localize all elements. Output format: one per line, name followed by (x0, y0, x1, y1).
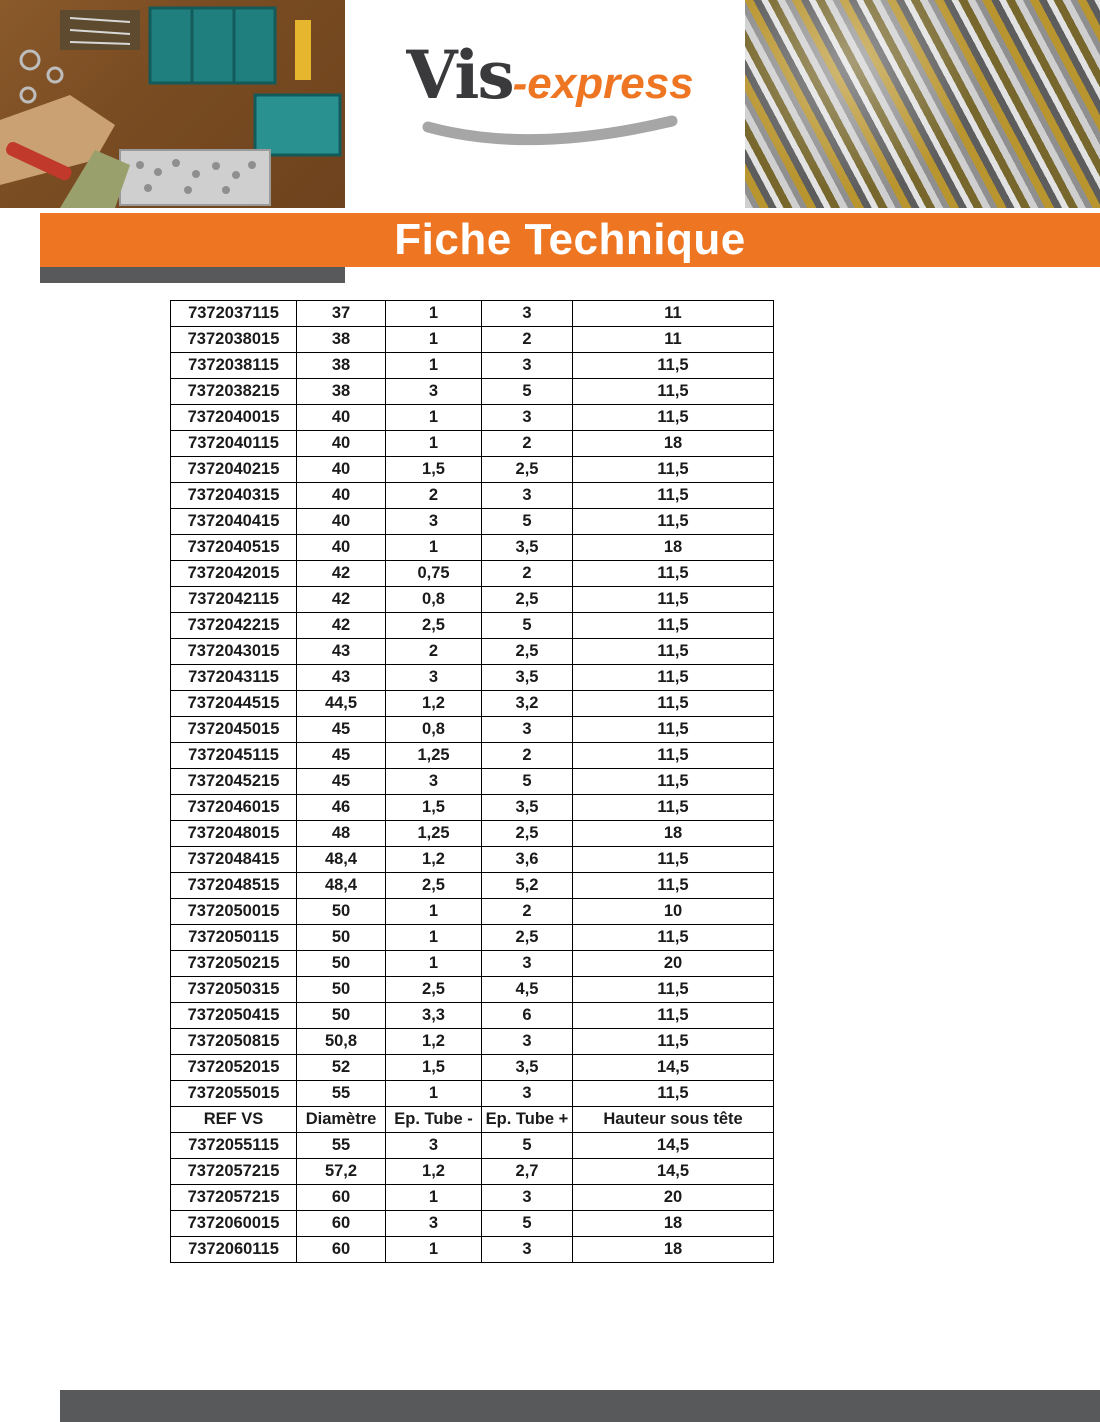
brand-logo (395, 36, 705, 182)
table-cell: 11,5 (573, 873, 774, 899)
table-cell: 7372050015 (171, 899, 297, 925)
table-cell: 1,5 (386, 457, 482, 483)
table-cell: 42 (297, 561, 386, 587)
table-cell: 7372048515 (171, 873, 297, 899)
table-row (171, 821, 774, 847)
table-cell: 7372040015 (171, 405, 297, 431)
table-cell: 1 (386, 327, 482, 353)
table-cell: 40 (297, 431, 386, 457)
table-cell: 1 (386, 301, 482, 327)
table-cell: 11,5 (573, 795, 774, 821)
table-cell: 38 (297, 327, 386, 353)
table-cell: 3,6 (482, 847, 573, 873)
table-cell: 50 (297, 977, 386, 1003)
table-row (171, 1133, 774, 1159)
table-cell: 7372050415 (171, 1003, 297, 1029)
table-row (171, 301, 774, 327)
table-cell: 18 (573, 535, 774, 561)
table-cell: 7372045015 (171, 717, 297, 743)
table-cell: 7372050115 (171, 925, 297, 951)
table-cell: 3,3 (386, 1003, 482, 1029)
table-cell: 55 (297, 1081, 386, 1107)
table-row (171, 1003, 774, 1029)
table-row (171, 1237, 774, 1263)
table-row (171, 665, 774, 691)
table-cell: 3 (482, 353, 573, 379)
table-cell: 6 (482, 1003, 573, 1029)
table-cell: 1 (386, 899, 482, 925)
table-cell: 1 (386, 1237, 482, 1263)
table-cell: 7372040515 (171, 535, 297, 561)
table-cell: 45 (297, 743, 386, 769)
screws-photo (745, 0, 1100, 208)
table-cell: 14,5 (573, 1055, 774, 1081)
table-row (171, 613, 774, 639)
table-cell: 48,4 (297, 847, 386, 873)
spec-table (170, 300, 774, 1263)
table-cell: 7372045115 (171, 743, 297, 769)
table-cell: 7372042115 (171, 587, 297, 613)
table-row (171, 951, 774, 977)
table-cell: 50 (297, 1003, 386, 1029)
table-cell: 11,5 (573, 977, 774, 1003)
table-cell: 20 (573, 1185, 774, 1211)
table-cell: 37 (297, 301, 386, 327)
table-cell: 1,5 (386, 1055, 482, 1081)
logo-swoosh-icon (420, 115, 680, 149)
table-cell: 10 (573, 899, 774, 925)
table-cell: 5,2 (482, 873, 573, 899)
table-cell: 18 (573, 1211, 774, 1237)
table-cell: 3 (482, 405, 573, 431)
table-cell: 7372055115 (171, 1133, 297, 1159)
table-cell: 3,5 (482, 1055, 573, 1081)
table-row (171, 769, 774, 795)
table-row (171, 327, 774, 353)
table-cell: 7372038115 (171, 353, 297, 379)
table-row (171, 873, 774, 899)
column-header-cell: Ep. Tube + (482, 1107, 573, 1133)
table-cell: 11,5 (573, 769, 774, 795)
table-row (171, 925, 774, 951)
table-cell: 2 (482, 561, 573, 587)
table-cell: 11,5 (573, 847, 774, 873)
table-cell: 11,5 (573, 743, 774, 769)
table-cell: 11,5 (573, 691, 774, 717)
table-row (171, 743, 774, 769)
table-cell: 43 (297, 639, 386, 665)
table-row (171, 483, 774, 509)
table-row (171, 535, 774, 561)
table-cell: 2,5 (482, 457, 573, 483)
table-cell: 2,5 (482, 925, 573, 951)
table-cell: 1 (386, 535, 482, 561)
table-row (171, 431, 774, 457)
table-cell: 40 (297, 509, 386, 535)
table-cell: 14,5 (573, 1133, 774, 1159)
table-cell: 3 (386, 1133, 482, 1159)
brand-name-suffix: -express (512, 59, 694, 108)
table-cell: 43 (297, 665, 386, 691)
table-cell: 2,5 (386, 873, 482, 899)
table-cell: 3 (386, 379, 482, 405)
table-cell: 14,5 (573, 1159, 774, 1185)
table-cell: 1 (386, 405, 482, 431)
table-cell: 1 (386, 431, 482, 457)
table-cell: 57,2 (297, 1159, 386, 1185)
table-row (171, 1159, 774, 1185)
table-cell: 0,8 (386, 587, 482, 613)
table-cell: 40 (297, 535, 386, 561)
table-cell: 7372038015 (171, 327, 297, 353)
table-cell: 3 (386, 509, 482, 535)
table-cell: 2 (482, 899, 573, 925)
table-cell: 2,5 (386, 977, 482, 1003)
table-cell: 1,25 (386, 743, 482, 769)
table-cell: 18 (573, 821, 774, 847)
table-cell: 38 (297, 353, 386, 379)
table-cell: 3 (482, 1237, 573, 1263)
table-cell: 0,8 (386, 717, 482, 743)
table-cell: 11 (573, 301, 774, 327)
banner-shadow-strip (40, 267, 345, 283)
table-cell: 3,5 (482, 535, 573, 561)
table-cell: 5 (482, 613, 573, 639)
table-cell: 2 (482, 327, 573, 353)
table-cell: 3 (386, 1211, 482, 1237)
table-row (171, 405, 774, 431)
table-cell: 55 (297, 1133, 386, 1159)
table-cell: 3 (482, 1185, 573, 1211)
table-cell: 3 (482, 1081, 573, 1107)
table-cell: 7372057215 (171, 1185, 297, 1211)
table-cell: 2 (386, 639, 482, 665)
table-cell: 7372042215 (171, 613, 297, 639)
table-cell: 3 (482, 717, 573, 743)
table-cell: 7372040215 (171, 457, 297, 483)
table-cell: 11,5 (573, 665, 774, 691)
table-cell: 11,5 (573, 561, 774, 587)
table-cell: 7372048015 (171, 821, 297, 847)
table-cell: 11,5 (573, 405, 774, 431)
table-row (171, 639, 774, 665)
page-title: Fiche Technique (394, 215, 746, 264)
table-cell: 7372050215 (171, 951, 297, 977)
table-cell: 2,7 (482, 1159, 573, 1185)
table-cell: 11,5 (573, 613, 774, 639)
table-cell: 7372040415 (171, 509, 297, 535)
table-cell: 2,5 (482, 587, 573, 613)
table-cell: 50 (297, 951, 386, 977)
spec-table-container (170, 300, 773, 1263)
table-row (171, 587, 774, 613)
table-cell: 11,5 (573, 717, 774, 743)
table-cell: 44,5 (297, 691, 386, 717)
table-cell: 5 (482, 1211, 573, 1237)
table-cell: 4,5 (482, 977, 573, 1003)
table-cell: 3,2 (482, 691, 573, 717)
table-cell: 7372043115 (171, 665, 297, 691)
column-header-cell: Ep. Tube - (386, 1107, 482, 1133)
table-cell: 2 (482, 743, 573, 769)
table-cell: 42 (297, 613, 386, 639)
spec-table-body (171, 301, 774, 1263)
table-row (171, 899, 774, 925)
table-cell: 7372040315 (171, 483, 297, 509)
table-cell: 7372057215 (171, 1159, 297, 1185)
table-cell: 7372048415 (171, 847, 297, 873)
table-cell: 7372060015 (171, 1211, 297, 1237)
table-cell: 7372042015 (171, 561, 297, 587)
table-cell: 18 (573, 431, 774, 457)
table-row (171, 353, 774, 379)
table-cell: 40 (297, 457, 386, 483)
table-cell: 7372040115 (171, 431, 297, 457)
table-cell: 1,2 (386, 691, 482, 717)
table-row (171, 1055, 774, 1081)
table-cell: 3 (482, 1029, 573, 1055)
table-cell: 3 (482, 483, 573, 509)
table-cell: 50 (297, 899, 386, 925)
table-row (171, 509, 774, 535)
table-cell: 42 (297, 587, 386, 613)
table-cell: 1 (386, 353, 482, 379)
table-cell: 1,25 (386, 821, 482, 847)
table-cell: 60 (297, 1211, 386, 1237)
footer-bar (60, 1390, 1100, 1422)
table-cell: 3,5 (482, 795, 573, 821)
table-cell: 50,8 (297, 1029, 386, 1055)
table-cell: 1 (386, 1185, 482, 1211)
table-cell: 7372050815 (171, 1029, 297, 1055)
table-cell: 60 (297, 1185, 386, 1211)
table-cell: 45 (297, 769, 386, 795)
table-cell: 7372052015 (171, 1055, 297, 1081)
table-row (171, 1185, 774, 1211)
table-cell: 38 (297, 379, 386, 405)
banner (40, 213, 1100, 267)
table-cell: 2 (482, 431, 573, 457)
table-cell: 3 (482, 951, 573, 977)
table-cell: 1,2 (386, 1029, 482, 1055)
table-cell: 7372060115 (171, 1237, 297, 1263)
table-cell: 11,5 (573, 639, 774, 665)
table-row (171, 691, 774, 717)
table-cell: 2,5 (482, 639, 573, 665)
table-cell: 5 (482, 509, 573, 535)
table-row (171, 1211, 774, 1237)
table-row (171, 379, 774, 405)
table-header-row (171, 1107, 774, 1133)
table-cell: 7372045215 (171, 769, 297, 795)
column-header-cell: Hauteur sous tête (573, 1107, 774, 1133)
table-cell: 2,5 (482, 821, 573, 847)
table-cell: 11,5 (573, 1003, 774, 1029)
table-cell: 11,5 (573, 1029, 774, 1055)
table-cell: 7372037115 (171, 301, 297, 327)
table-cell: 11,5 (573, 379, 774, 405)
table-cell: 1 (386, 951, 482, 977)
table-cell: 20 (573, 951, 774, 977)
table-cell: 48,4 (297, 873, 386, 899)
table-cell: 45 (297, 717, 386, 743)
table-cell: 7372043015 (171, 639, 297, 665)
table-cell: 7372055015 (171, 1081, 297, 1107)
table-row (171, 457, 774, 483)
table-cell: 11 (573, 327, 774, 353)
table-cell: 2,5 (386, 613, 482, 639)
table-cell: 48 (297, 821, 386, 847)
table-cell: 1,5 (386, 795, 482, 821)
table-cell: 18 (573, 1237, 774, 1263)
column-header-cell: Diamètre (297, 1107, 386, 1133)
table-cell: 3 (482, 301, 573, 327)
table-cell: 5 (482, 379, 573, 405)
table-row (171, 717, 774, 743)
table-row (171, 561, 774, 587)
table-row (171, 847, 774, 873)
workshop-photo (0, 0, 345, 208)
table-cell: 11,5 (573, 457, 774, 483)
table-cell: 7372038215 (171, 379, 297, 405)
table-cell: 52 (297, 1055, 386, 1081)
table-cell: 1 (386, 925, 482, 951)
table-cell: 5 (482, 1133, 573, 1159)
table-row (171, 977, 774, 1003)
column-header-cell: REF VS (171, 1107, 297, 1133)
table-cell: 11,5 (573, 1081, 774, 1107)
table-cell: 11,5 (573, 587, 774, 613)
table-cell: 11,5 (573, 509, 774, 535)
table-cell: 40 (297, 405, 386, 431)
table-cell: 3 (386, 769, 482, 795)
table-row (171, 795, 774, 821)
table-cell: 40 (297, 483, 386, 509)
table-cell: 1,2 (386, 1159, 482, 1185)
workshop-photo-illustration (0, 0, 345, 208)
table-cell: 7372046015 (171, 795, 297, 821)
table-cell: 7372050315 (171, 977, 297, 1003)
table-row (171, 1029, 774, 1055)
table-cell: 46 (297, 795, 386, 821)
table-row (171, 1081, 774, 1107)
table-cell: 3,5 (482, 665, 573, 691)
table-cell: 5 (482, 769, 573, 795)
table-cell: 11,5 (573, 353, 774, 379)
table-cell: 1 (386, 1081, 482, 1107)
table-cell: 3 (386, 665, 482, 691)
table-cell: 50 (297, 925, 386, 951)
table-cell: 60 (297, 1237, 386, 1263)
table-cell: 1,2 (386, 847, 482, 873)
table-cell: 7372044515 (171, 691, 297, 717)
brand-name-main: Vis (406, 36, 513, 114)
table-cell: 0,75 (386, 561, 482, 587)
table-cell: 11,5 (573, 483, 774, 509)
table-cell: 11,5 (573, 925, 774, 951)
table-cell: 2 (386, 483, 482, 509)
